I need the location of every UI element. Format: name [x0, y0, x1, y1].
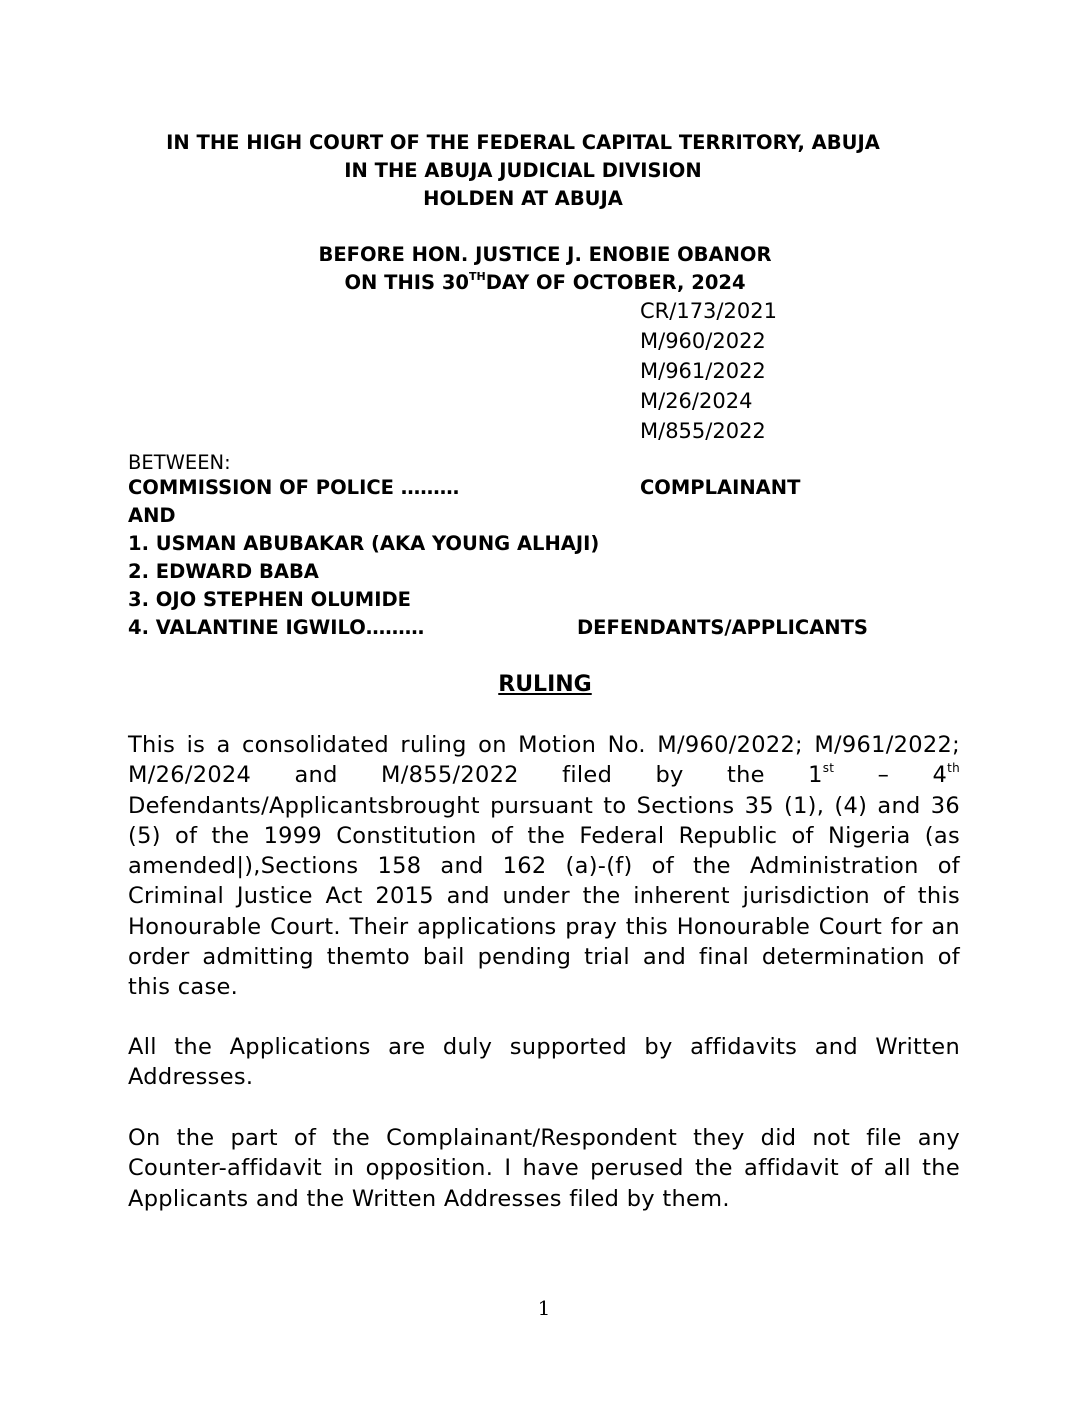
defendant-name: 4. VALANTINE IGWILO………: [128, 616, 425, 639]
date-line: [150, 269, 940, 297]
p1-text-a: This is a consolidated ruling on Motion No. M/960/2022; M/961/2022; M/26/2024 and M/855/2022 filed by the 1: [128, 732, 960, 789]
suit-number: M/26/2024: [640, 389, 753, 413]
paragraph-1: [128, 730, 960, 1003]
holden-at: HOLDEN AT ABUJA: [423, 187, 623, 210]
suit-number: M/960/2022: [640, 329, 766, 353]
suit-number: M/961/2022: [640, 359, 766, 383]
complainant-role: COMPLAINANT: [640, 476, 801, 499]
p1-text-c: Defendants/Applicantsbrought pursuant to Sections 35 (1), (4) and 36 (5) of the 1999 Constitution of the Federal Republic of Nigeria (as amended|),Sections 158 and 162 (a)-(f) of the Administration of Criminal Justice Act 2015 and under the inherent jurisdiction of this Honourable Court. Their applications pray this Honourable Court for an order admitting themto bail pending trial and final determination of this case.: [128, 792, 960, 1001]
between-label: BETWEEN:: [128, 451, 231, 474]
date-prefix: ON THIS 30: [344, 271, 469, 294]
defendant-name: 1. USMAN ABUBAKAR (AKA YOUNG ALHAJI): [128, 532, 600, 555]
ruling-title: RULING: [498, 672, 592, 697]
date-suffix: DAY OF OCTOBER, 2024: [485, 271, 746, 294]
p1-superscript-st: st: [822, 761, 835, 776]
page-number: 1: [537, 1296, 551, 1320]
judge-line: BEFORE HON. JUSTICE J. ENOBIE OBANOR: [318, 243, 772, 266]
p1-text-b: – 4: [834, 762, 948, 789]
suit-number: CR/173/2021: [640, 299, 777, 323]
paragraph-3: On the part of the Complainant/Respondent they did not file any Counter-affidavit in opposition. I have perused the affidavit of all the Applicants and the Written Addresses filed by them.: [128, 1125, 960, 1212]
suit-number: M/855/2022: [640, 419, 766, 443]
defendants-role: DEFENDANTS/APPLICANTS: [577, 616, 868, 639]
complainant-name: COMMISSION OF POLICE ………: [128, 476, 460, 499]
judicial-division: IN THE ABUJA JUDICIAL DIVISION: [344, 159, 702, 182]
paragraph-2: All the Applications are duly supported by affidavits and Written Addresses.: [128, 1034, 960, 1091]
defendant-name: 3. OJO STEPHEN OLUMIDE: [128, 588, 411, 611]
defendant-name: 2. EDWARD BABA: [128, 560, 319, 583]
court-name: IN THE HIGH COURT OF THE FEDERAL CAPITAL TERRITORY, ABUJA: [166, 131, 880, 154]
p1-superscript-th: th: [947, 761, 961, 776]
and-label: AND: [128, 504, 176, 527]
date-superscript: TH: [469, 270, 486, 283]
